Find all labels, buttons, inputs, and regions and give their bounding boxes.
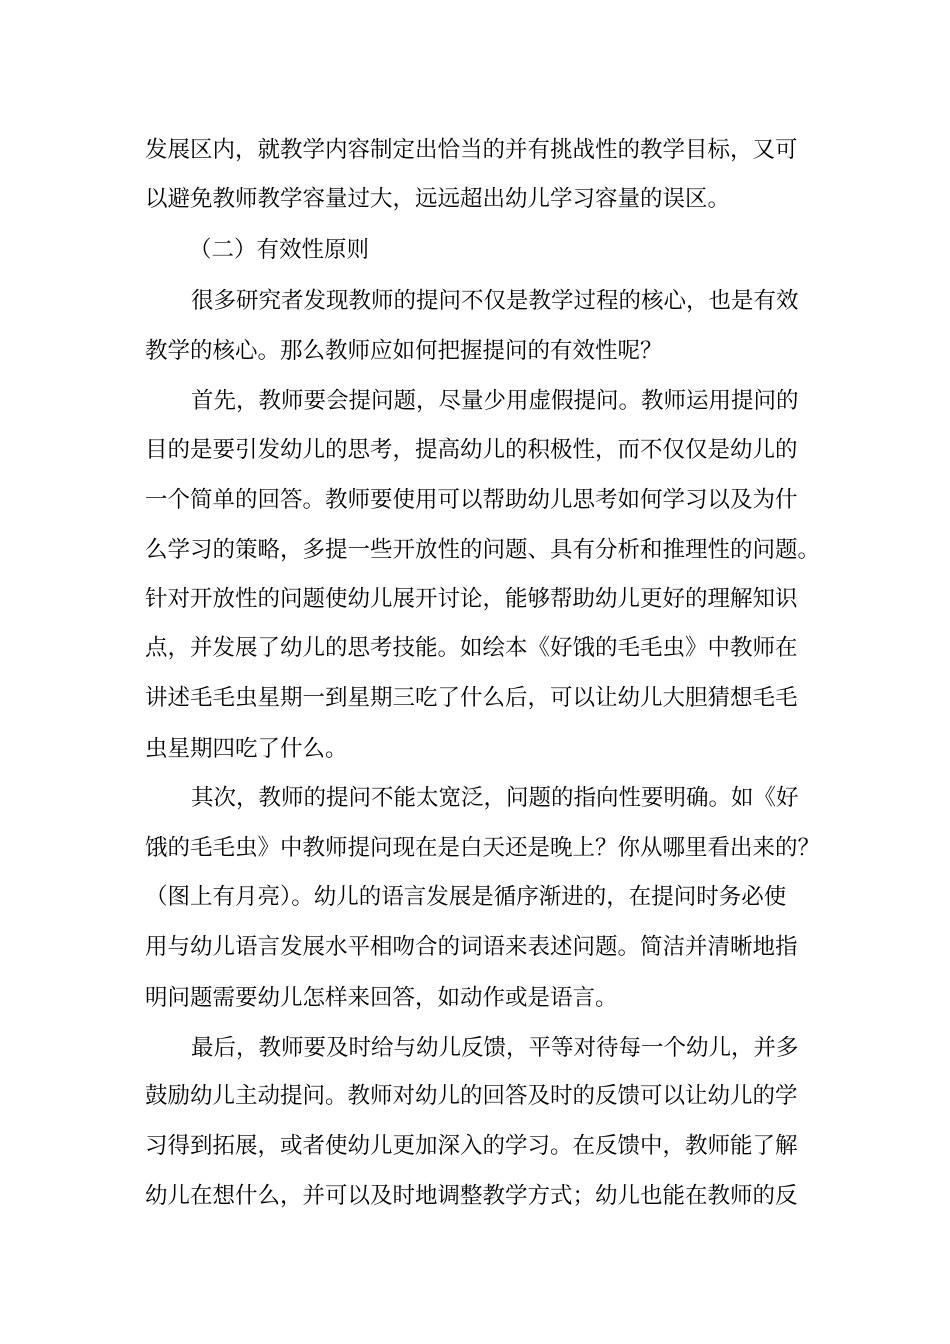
text-line: 明问题需要幼儿怎样来回答，如动作或是语言。 bbox=[145, 985, 618, 1011]
text-line: 点，并发展了幼儿的思考技能。如绘本《好饿的毛毛虫》中教师在 bbox=[145, 635, 798, 661]
text-line: 教学的核心。那么教师应如何把握提问的有效性呢？ bbox=[145, 338, 663, 364]
text-line: 习得到拓展，或者使幼儿更加深入的学习。在反馈中，教师能了解 bbox=[145, 1133, 798, 1159]
text-line: 用与幼儿语言发展水平相吻合的词语来表述问题。简洁并清晰地指 bbox=[145, 934, 798, 960]
text-line: 么学习的策略，多提一些开放性的问题、具有分析和推理性的问题。 bbox=[145, 537, 821, 563]
text-line: 讲述毛毛虫星期一到星期三吃了什么后，可以让幼儿大胆猜想毛毛 bbox=[145, 685, 798, 711]
text-line: 一个简单的回答。教师要使用可以帮助幼儿思考如何学习以及为什 bbox=[145, 487, 798, 513]
text-line: 虫星期四吃了什么。 bbox=[145, 736, 348, 762]
text-line: 幼儿在想什么，并可以及时地调整教学方式；幼儿也能在教师的反 bbox=[145, 1183, 798, 1209]
text-line: 很多研究者发现教师的提问不仅是教学过程的核心，也是有效 bbox=[191, 288, 799, 314]
text-line: 发展区内，就教学内容制定出恰当的并有挑战性的教学目标，又可 bbox=[145, 137, 798, 163]
text-line: 针对开放性的问题使幼儿展开讨论，能够帮助幼儿更好的理解知识 bbox=[145, 586, 798, 612]
text-line: 饿的毛毛虫》中教师提问现在是白天还是晚上？你从哪里看出来的？ bbox=[145, 835, 821, 861]
text-line: 目的是要引发幼儿的思考，提高幼儿的积极性，而不仅仅是幼儿的 bbox=[145, 437, 798, 463]
section-heading: （二）有效性原则 bbox=[189, 237, 370, 263]
text-line: 首先，教师要会提问题，尽量少用虚假提问。教师运用提问的 bbox=[191, 388, 799, 414]
text-line: 以避免教师教学容量过大，远远超出幼儿学习容量的误区。 bbox=[145, 186, 731, 212]
text-line: 最后，教师要及时给与幼儿反馈，平等对待每一个幼儿，并多 bbox=[191, 1035, 799, 1061]
text-line: （图上有月亮）。幼儿的语言发展是循序渐进的，在提问时务必使 bbox=[145, 884, 787, 910]
text-line: 鼓励幼儿主动提问。教师对幼儿的回答及时的反馈可以让幼儿的学 bbox=[145, 1083, 798, 1109]
text-line: 其次，教师的提问不能太宽泛，问题的指向性要明确。如《好 bbox=[191, 785, 799, 811]
